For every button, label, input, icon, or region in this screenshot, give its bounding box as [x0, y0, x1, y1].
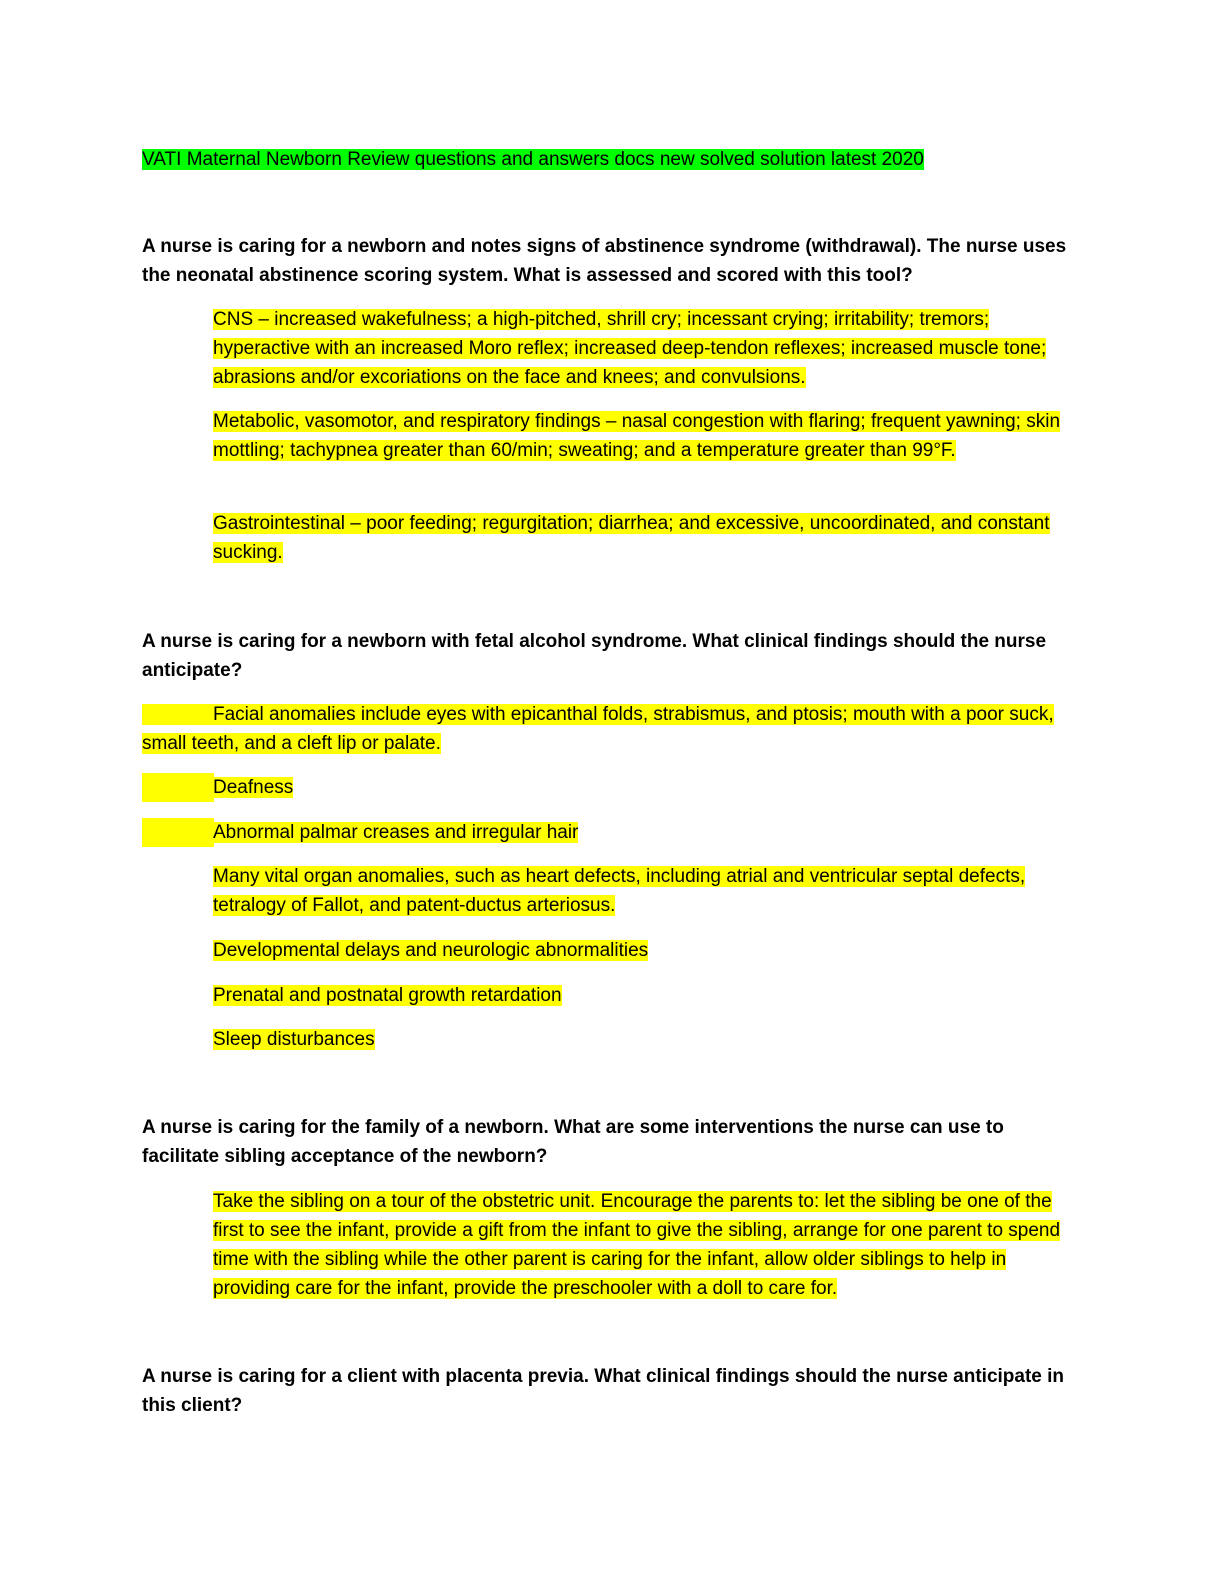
question-1: A nurse is caring for a newborn and notes signs of abstinence syndrome (withdrawal). The nurse uses the neonatal abstinence scoring system. What is assessed and scored with this tool? — [142, 236, 1067, 286]
q2-answer-1 — [142, 700, 1082, 758]
q1-answer-2 — [213, 407, 1083, 465]
q1-answer-2-text: Metabolic, vasomotor, and respiratory findings – nasal congestion with flaring; frequent yawning; skin mottling; tachypnea greater than 60/min; sweating; and a temperature greater than 99°F. — [213, 411, 1061, 461]
q2-answer-4 — [213, 862, 1083, 920]
document-title — [142, 145, 924, 174]
question-2: A nurse is caring for a newborn with fetal alcohol syndrome. What clinical findings should the nurse anticipate? — [142, 631, 1047, 681]
q2-answer-3-text: Abnormal palmar creases and irregular hair — [213, 822, 579, 843]
q2-answer-4-text: Many vital organ anomalies, such as heart defects, including atrial and ventricular septal defects, tetralogy of Fallot, and patent-ductus arteriosus. — [213, 866, 1026, 916]
q1-answer-1-text: CNS – increased wakefulness; a high-pitched, shrill cry; incessant crying; irritability; tremors; hyperactive with an increased Moro reflex; increased deep-tendon reflexes; increased muscle tone; abrasions and/or excoriations on the face and knees; and convulsions. — [213, 309, 1047, 388]
document-title-text: VATI Maternal Newborn Review questions and answers docs new solved solution latest 2020 — [142, 149, 924, 170]
q2-answer-2-text: Deafness — [213, 777, 294, 798]
q3-answer-1-text: Take the sibling on a tour of the obstetric unit. Encourage the parents to: let the sibling be one of the first to see the infant, provide a gift from the infant to give the sibling, arrange for one parent to spend time with the sibling while the other parent is caring for the infant, allow older siblings to help in providing care for the infant, provide the preschooler with a doll to care for. — [213, 1191, 1061, 1299]
q2-answer-7-text: Sleep disturbances — [213, 1029, 375, 1050]
q2-answer-6 — [213, 981, 1083, 1010]
question-3: A nurse is caring for the family of a newborn. What are some interventions the nurse can use to facilitate sibling acceptance of the newborn? — [142, 1117, 1004, 1167]
q1-answer-3-text: Gastrointestinal – poor feeding; regurgitation; diarrhea; and excessive, uncoordinated, and constant sucking. — [213, 513, 1050, 563]
question-4: A nurse is caring for a client with placenta previa. What clinical findings should the nurse anticipate in this client? — [142, 1366, 1065, 1416]
q2-answer-5 — [213, 936, 1083, 965]
q1-answer-3 — [213, 509, 1083, 567]
highlight-tab-mark — [142, 773, 214, 802]
highlight-tab-mark — [142, 818, 214, 847]
q1-answer-1 — [213, 305, 1083, 392]
q2-answer-5-text: Developmental delays and neurologic abnormalities — [213, 940, 649, 961]
q2-answer-3 — [213, 818, 1083, 847]
q2-answer-6-text: Prenatal and postnatal growth retardation — [213, 985, 562, 1006]
q2-answer-2 — [213, 773, 1083, 802]
q2-answer-1-text: Facial anomalies include eyes with epicanthal folds, strabismus, and ptosis; mouth with a poor suck, small teeth, and a cleft lip or palate. — [142, 704, 1054, 754]
q2-answer-7 — [213, 1025, 1083, 1054]
q3-answer-1 — [213, 1187, 1083, 1303]
